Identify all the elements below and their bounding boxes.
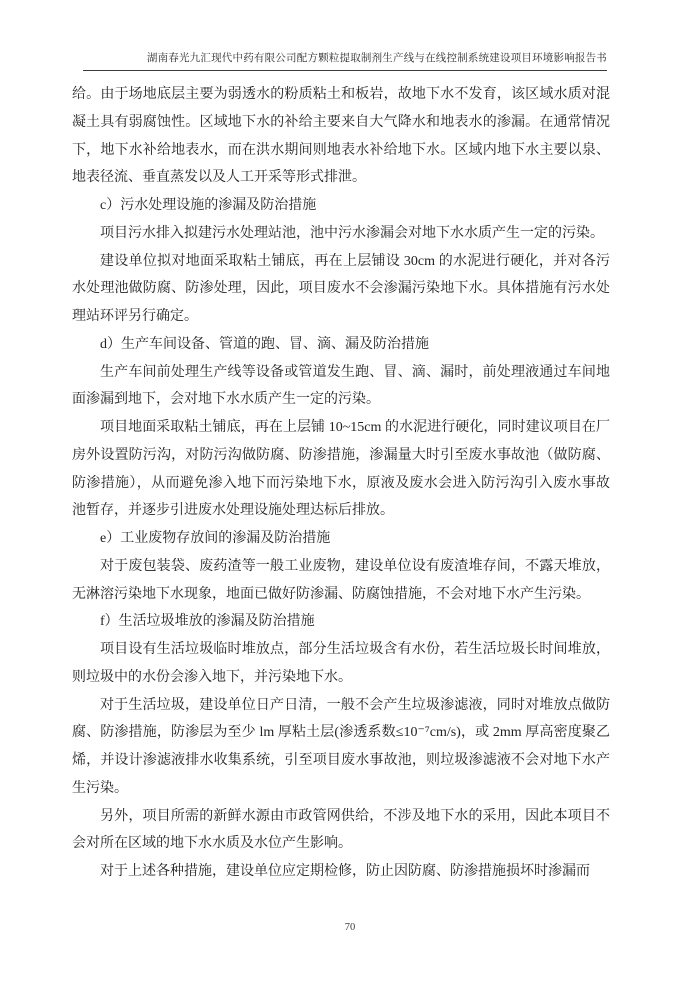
paragraph: 建设单位拟对地面采取粘土铺底，再在上层铺设 30cm 的水泥进行硬化，并对各污水处理池做防腐、防渗处理，因此，项目废水不会渗漏污染地下水。具体措施有污水处理站环评另行确定。	[72, 253, 610, 324]
section-heading-d: d）生产车间设备、管道的跑、冒、滴、漏及防治措施	[100, 336, 429, 352]
paragraph: 对于上述各种措施，建设单位应定期检修，防止因防腐、防渗措施损坏时渗漏而	[100, 864, 590, 879]
paragraph: 对于生活垃圾，建设单位日产日清，一般不会产生垃圾渗滤液，同时对堆放点做防腐、防渗措施，防渗层为至少 lm 厚粘土层(渗透系数≤10⁻⁷cm/s)，或 2mm 厚高密度聚乙烯，并设计渗滤液排水收集系统，引至项目废水事故池，则垃圾渗滤液不会对地下水产生污染。	[72, 697, 610, 796]
page-header-title: 湖南春光九汇现代中药有限公司配方颗粒提取制剂生产线与在线控制系统建设项目环境影响报告书	[83, 50, 607, 71]
page-number: 70	[344, 922, 356, 933]
section-heading-c: c）污水处理设施的渗漏及防治措施	[100, 198, 317, 213]
paragraph: 项目污水排入拟建污水处理站池，池中污水渗漏会对地下水水质产生一定的污染。	[100, 225, 604, 241]
paragraph: 生产车间前处理生产线等设备或管道发生跑、冒、滴、漏时，前处理液通过车间地面渗漏到地下，会对地下水水质产生一定的污染。	[72, 364, 610, 408]
section-heading-f: f）生活垃圾堆放的渗漏及防治措施	[100, 614, 315, 630]
paragraph: 项目设有生活垃圾临时堆放点，部分生活垃圾含有水份，若生活垃圾长时间堆放，则垃圾中的水份会渗入地下，并污染地下水。	[72, 642, 610, 685]
document-body	[72, 81, 610, 886]
paragraph: 对于废包装袋、废药渣等一般工业废物，建设单位设有废渣堆存间，不露天堆放，无淋溶污染地下水现象，地面已做好防渗漏、防腐蚀措施，不会对地下水产生污染。	[72, 558, 610, 602]
paragraph-continuation: 给。由于场地底层主要为弱透水的粉质粘土和板岩，故地下水不发育，该区域水质对混凝土具有弱腐蚀性。区域地下水的补给主要来自大气降水和地表水的渗漏。在通常情况下，地下水补给地表水，而在洪水期间则地表水补给地下水。区域内地下水主要以泉、地表径流、垂直蒸发以及人工开采等形式排泄。	[72, 87, 610, 186]
paragraph: 另外，项目所需的新鲜水源由市政管网供给，不涉及地下水的采用，因此本项目不会对所在区域的地下水水质及水位产生影响。	[72, 808, 610, 852]
paragraph: 项目地面采取粘土铺底，再在上层铺 10~15cm 的水泥进行硬化，同时建议项目在厂房外设置防污沟，对防污沟做防腐、防渗措施，渗漏量大时引至废水事故池（做防腐、防渗措施），从而避免渗入地下而污染地下水，原液及废水会进入防污沟引入废水事故池暂存，并逐步引进废水处理设施处理达标后排放。	[72, 420, 610, 519]
section-heading-e: e）工业废物存放间的渗漏及防治措施	[100, 531, 331, 546]
